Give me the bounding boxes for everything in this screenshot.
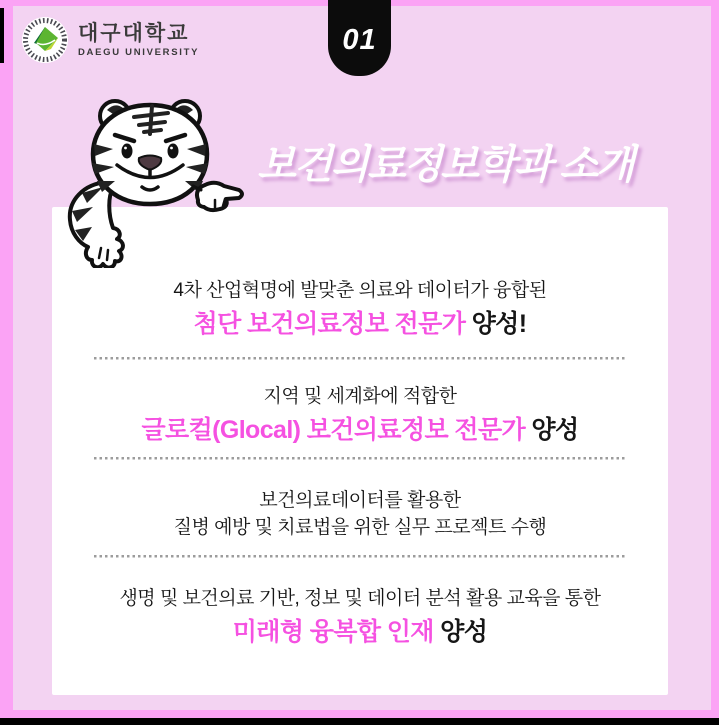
tiger-mascot-icon: [55, 90, 245, 268]
section-emphasis-line: [52, 308, 668, 341]
suffix-text: 양성: [433, 618, 488, 646]
dotted-divider: [94, 555, 626, 558]
section-practical-project: [52, 487, 668, 541]
section-line: 4차 산업혁명에 발맞춘 의료와 데이터가 융합된: [173, 280, 547, 301]
section-line: 생명 및 보건의료 기반, 정보 및 데이터 분석 활용 교육을 통한: [119, 588, 601, 609]
section-emphasis-line: [52, 616, 668, 649]
section-line: 보건의료데이터를 활용한: [259, 490, 461, 511]
suffix-text: 양성!: [465, 310, 527, 338]
highlight-text: 첨단 보건의료정보 전문가: [193, 310, 466, 338]
section-line: 지역 및 세계화에 적합한: [263, 386, 457, 407]
university-name-korean: 대구대학교: [78, 22, 190, 45]
content-card: [52, 207, 668, 695]
section-line: 질병 예방 및 치료법을 위한 실무 프로젝트 수행: [173, 517, 547, 538]
suffix-text: 양성: [525, 416, 579, 444]
university-name: [78, 22, 199, 58]
dotted-divider: [94, 357, 626, 360]
highlight-text: 글로컬(Glocal) 보건의료정보 전문가: [141, 416, 526, 444]
section-glocal-expert: [52, 383, 668, 447]
bottom-edge-artifact: [0, 718, 719, 725]
highlight-text: 미래형 융복합 인재: [232, 618, 434, 646]
daegu-university-seal-icon: [21, 16, 69, 64]
section-future-talent: [52, 585, 668, 649]
left-edge-artifact: [0, 8, 4, 63]
page-number: 01: [342, 23, 377, 56]
dotted-divider: [94, 457, 626, 460]
page-number-badge: [328, 0, 391, 76]
university-logo: [21, 16, 199, 64]
page-title: 보건의료정보학과 소개: [257, 143, 633, 187]
university-name-english: DAEGU UNIVERSITY: [78, 47, 200, 58]
section-advanced-expert: [52, 277, 668, 341]
section-emphasis-line: [52, 414, 668, 447]
